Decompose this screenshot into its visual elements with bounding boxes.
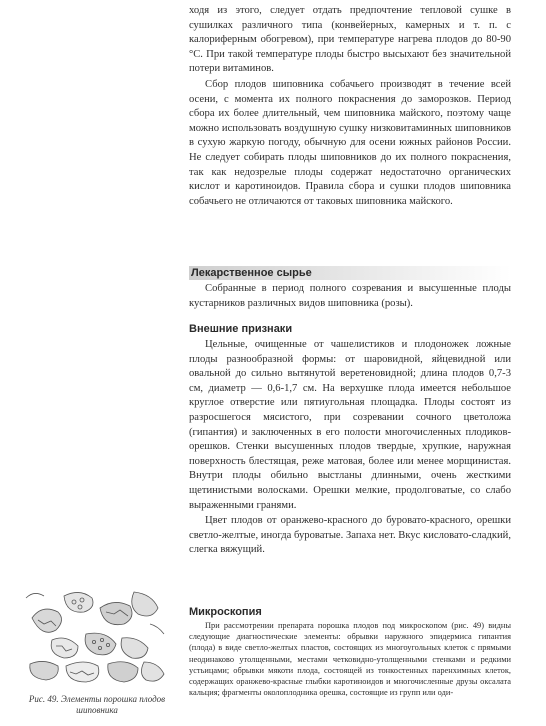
paragraph-collection: Сбор плодов шиповника собачьего производят в течение всей осени, с момента их полного покраснения до заморозков. Период сбора их более длительный, чем шиповника майского, поэтому чаще можно использовать воздушную сушку низковитаминных шиповников в сухую жаркую погоду, обычную для осени южных районов России. Не следует собирать плоды шиповников до их полного покраснения, так как недозрелые плоды содержат недостаточно органических кислот и каротиноидов. Правила сбора и сушки плодов шиповника собачьего не отличаются от таковых шиповника майского. bbox=[189, 78, 511, 207]
section-microscopy bbox=[189, 605, 511, 698]
section-external-features bbox=[189, 322, 511, 558]
heading-external-features: Внешние признаки bbox=[189, 323, 293, 335]
paragraph-drying: ходя из этого, следует отдать предпочтение тепловой сушке в сушилках различного типа (конвейерных, камерных и т. п. с калориферным обогревом), при температуре нагрева плодов до 80-90 °С. При такой температуре плоды быстро высыхают без значительной потери витаминов. bbox=[189, 5, 511, 75]
figure-caption: Рис. 49. Элементы порошка плодов шиповника bbox=[28, 694, 166, 715]
heading-raw-material: Лекарственное сырье bbox=[189, 266, 511, 280]
paragraph-color-taste: Цвет плодов от оранжево-красного до буровато-красного, орешки светло-желтые, иногда буроватые. Запаха нет. Вкус кисловато-сладкий, слегка вяжущий. bbox=[189, 515, 511, 556]
paragraph-raw-material: Собранные в период полного созревания и высушенные плоды кустарников различных видов шиповника (розы). bbox=[189, 283, 511, 309]
paragraph-microscopy: При рассмотрении препарата порошка плодов под микроскопом (рис. 49) видны следующие диагностические элементы: обрывки наружного эпидермиса гипантия (плода) в виде светло-желтых пластов, состоящих из многоугольных клеток с прямыми неодинаково утолщенными, местами четковидно-утолщенными стенками и редкими устьицами; обрывки мякоти плода, состоящей из тонкостенных паренхимных клеток, содержащих оранжево-красные глыбки каротиноидов и многочисленные друзы оксалата кальция; фрагменты околоплодника орешка, состоящие из групп или оди- bbox=[189, 621, 511, 698]
paragraph-external-features: Цельные, очищенные от чашелистиков и плодоножек ложные плоды разнообразной формы: от шаровидной, яйцевидной или овальной до сильно вытянутой веретеновидной; длина плодов 0,7-3 см, диаметр — 0,6-1,7 см. На верхушке плода имеется небольшое круглое отверстие или пятиугольная площадка. Плоды состоят из разросшегося мясистого, при созревании сочного цветоложа (гипантия) и заключенных в его полости многочисленных плодиков-орешков. Стенки высушенных плодов твердые, хрупкие, наружная поверхность блестящая, реже матовая, более или менее морщинистая. Внутри плоды обильно выстланы длинными, очень жесткими щетинистыми волосками. Орешки мелкие, продолговатые, со слабо выраженными гранями. bbox=[189, 339, 511, 511]
section-raw-material bbox=[189, 266, 511, 311]
heading-microscopy: Микроскопия bbox=[189, 606, 262, 618]
figure-49-illustration bbox=[22, 578, 172, 692]
text-column bbox=[189, 4, 511, 209]
